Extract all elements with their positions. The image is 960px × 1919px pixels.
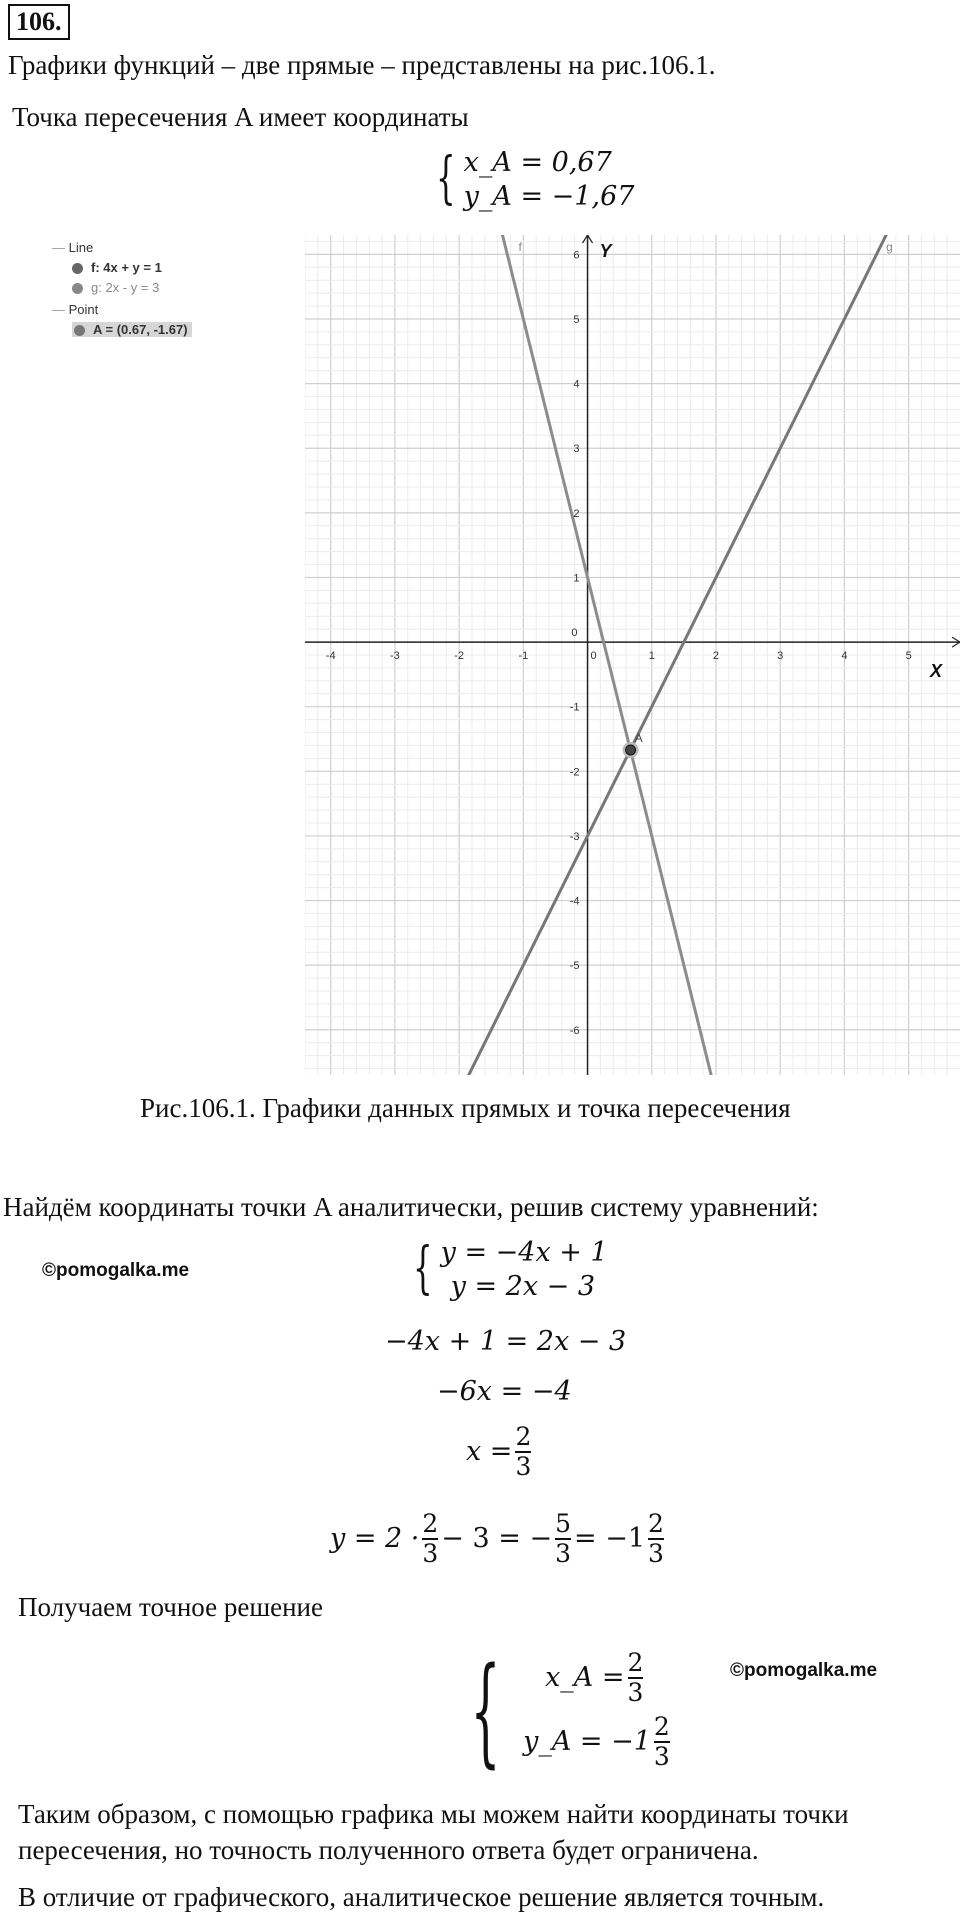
left-brace: { <box>436 146 456 211</box>
figure-caption: Рис.106.1. Графики данных прямых и точка пересечения <box>140 1093 791 1123</box>
fraction <box>555 1510 571 1568</box>
equation-system <box>405 1236 608 1304</box>
y-tick-label: 6 <box>573 249 580 262</box>
watermark-1: ©pomogalka.me <box>42 1260 190 1281</box>
numerator: 2 <box>422 1509 439 1538</box>
y-tick-label: -3 <box>569 830 580 843</box>
algebra-item-label: A = (0.67, -1.67) <box>93 322 188 337</box>
numerator: 2 <box>627 1648 644 1677</box>
exact-ya-lhs: y_A = −1 <box>523 1726 651 1757</box>
exact-xa <box>523 1649 673 1707</box>
algebra-item-f[interactable] <box>72 260 162 275</box>
numerator: 2 <box>653 1712 670 1741</box>
x-tick-label: 5 <box>905 650 912 663</box>
step-4-part-b: − 3 = − <box>441 1523 553 1554</box>
y-tick-label: 4 <box>573 378 580 391</box>
visibility-dot-icon[interactable] <box>74 325 85 336</box>
step-4-part-c: = −1 <box>574 1523 646 1554</box>
left-brace: { <box>470 1641 501 1779</box>
intro-line-2: Точка пересечения A имеет координаты <box>12 102 469 132</box>
algebra-item-label: f: 4x + y = 1 <box>91 260 162 275</box>
series-name-label: f <box>518 240 522 254</box>
y-tick-label: 3 <box>573 443 580 456</box>
numerator: 2 <box>648 1509 664 1538</box>
x-tick-label: -2 <box>454 650 465 663</box>
approx-solution-system <box>428 146 634 214</box>
step-2: −6x = −4 <box>437 1376 572 1407</box>
equation-1: y = −4x + 1 <box>440 1237 608 1268</box>
visibility-dot-icon[interactable] <box>72 283 83 294</box>
algebra-view <box>40 236 240 346</box>
denominator: 3 <box>627 1678 644 1707</box>
point-a <box>626 745 636 755</box>
step-4 <box>330 1510 667 1568</box>
y-axis-label: Y <box>599 241 612 261</box>
exact-solution-system <box>448 1641 673 1779</box>
x-tick-label: -4 <box>325 650 336 663</box>
exact-intro: Получаем точное решение <box>18 1592 323 1622</box>
x-tick-label: -1 <box>518 650 529 663</box>
y-tick-label: -6 <box>569 1024 580 1037</box>
y-tick-label: 0 <box>571 627 578 640</box>
point-label: A <box>634 730 643 745</box>
approx-ya: y_A = −1,67 <box>463 181 635 212</box>
intro-line-1: Графики функций – две прямые – представлены на рис.106.1. <box>8 50 716 80</box>
algebra-group-label: Point <box>68 302 99 317</box>
fraction <box>628 1649 644 1707</box>
x-tick-label: 3 <box>777 650 784 663</box>
algebra-item-label: g: 2x - y = 3 <box>91 280 160 295</box>
equation-2: y = 2x − 3 <box>450 1271 596 1302</box>
fraction <box>422 1510 438 1568</box>
problem-number: 106. <box>8 4 70 40</box>
exact-xa-lhs: x_A = <box>545 1662 625 1693</box>
x-tick-label: 2 <box>712 650 720 663</box>
denominator: 3 <box>648 1539 664 1568</box>
conclusion-line-3: В отличие от графического, аналитическое решение является точным. <box>18 1882 825 1912</box>
fraction <box>654 1713 670 1771</box>
watermark-2: ©pomogalka.me <box>730 1660 878 1681</box>
denominator: 3 <box>515 1452 532 1481</box>
step-1: −4x + 1 = 2x − 3 <box>385 1326 627 1357</box>
x-axis-label: X <box>930 661 943 682</box>
x-tick-label: 1 <box>648 650 655 663</box>
numerator: 5 <box>555 1509 571 1538</box>
visibility-dot-icon[interactable] <box>72 263 83 274</box>
analytic-intro: Найдём координаты точки A аналитически, решив систему уравнений: <box>3 1192 819 1222</box>
denominator: 3 <box>555 1539 571 1568</box>
y-tick-label: 5 <box>573 314 580 326</box>
algebra-group-point[interactable]: — Point <box>52 302 99 317</box>
y-tick-label: -2 <box>569 766 580 779</box>
y-tick-label: -4 <box>569 895 580 908</box>
step-4-part-a: y = 2 · <box>330 1523 420 1554</box>
step-3-lhs: x = <box>466 1436 513 1467</box>
exact-ya <box>523 1713 673 1771</box>
y-tick-label: 2 <box>573 507 580 520</box>
approx-xa: x_A = 0,67 <box>463 147 612 178</box>
algebra-group-line[interactable]: — Line <box>52 240 94 255</box>
numerator: 2 <box>515 1422 532 1451</box>
x-tick-label: 4 <box>841 650 848 663</box>
algebra-item-point-a[interactable] <box>72 322 192 337</box>
conclusion-line-1: Таким образом, с помощью графика мы можем найти координаты точки <box>18 1799 849 1829</box>
x-tick-label: 0 <box>590 650 597 663</box>
function-graph <box>305 235 960 1075</box>
series-name-label: g <box>886 240 893 254</box>
fraction <box>515 1423 531 1481</box>
algebra-group-label: Line <box>68 240 94 255</box>
fraction <box>648 1510 664 1568</box>
step-3 <box>466 1423 534 1481</box>
y-tick-label: 1 <box>573 572 580 585</box>
y-tick-label: -1 <box>569 701 580 714</box>
x-tick-label: -3 <box>390 650 400 663</box>
algebra-item-g[interactable] <box>72 280 159 295</box>
conclusion-line-2: пересечения, но точность полученного ответа будет ограничена. <box>18 1835 759 1865</box>
denominator: 3 <box>653 1742 670 1771</box>
denominator: 3 <box>422 1539 439 1568</box>
y-tick-label: -5 <box>569 960 580 973</box>
left-brace: { <box>413 1236 433 1301</box>
